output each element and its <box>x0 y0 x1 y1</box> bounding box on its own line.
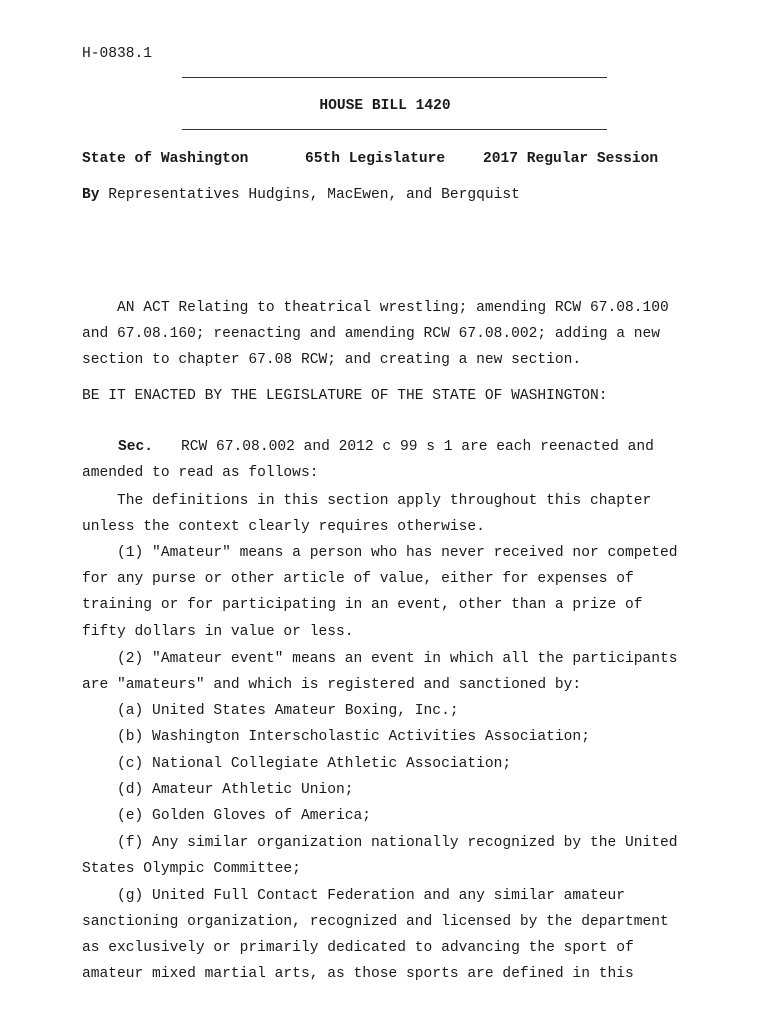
body-line: (b) Washington Interscholastic Activities Association; <box>82 729 590 745</box>
body-line: fifty dollars in value or less. <box>82 624 354 640</box>
section-heading: RCW 67.08.002 and 2012 c 99 s 1 are each reenacted and <box>181 439 654 455</box>
body-line: (g) United Full Contact Federation and any similar amateur <box>82 888 625 904</box>
title-rule-top <box>182 77 607 78</box>
body-line: States Olympic Committee; <box>82 861 301 877</box>
body-line: The definitions in this section apply throughout this chapter <box>82 493 652 509</box>
sponsors-by-label: By <box>82 187 100 203</box>
body-line: unless the context clearly requires otherwise. <box>82 519 485 535</box>
session-state: State of Washington <box>82 151 249 167</box>
body-line: (d) Amateur Athletic Union; <box>82 782 354 798</box>
body-line: (1) "Amateur" means a person who has never received nor competed <box>82 545 678 561</box>
body-line: (e) Golden Gloves of America; <box>82 808 372 824</box>
section-label: Sec. <box>118 439 154 455</box>
body-line: training or for participating in an event, other than a prize of <box>82 597 643 613</box>
title-rule-bottom <box>182 129 607 130</box>
act-line: section to chapter 67.08 RCW; and creating a new section. <box>82 352 582 368</box>
enacting-clause: BE IT ENACTED BY THE LEGISLATURE OF THE STATE OF WASHINGTON: <box>82 388 608 404</box>
act-line: and 67.08.160; reenacting and amending RCW 67.08.002; adding a new <box>82 326 661 342</box>
body-line: (2) "Amateur event" means an event in which all the participants <box>82 651 678 667</box>
body-line: for any purse or other article of value, either for expenses of <box>82 571 634 587</box>
sponsors-names: Representatives Hudgins, MacEwen, and Bergquist <box>108 187 520 203</box>
document-id: H-0838.1 <box>82 46 153 62</box>
body-line: sanctioning organization, recognized and licensed by the department <box>82 914 669 930</box>
body-line: as exclusively or primarily dedicated to advancing the sport of <box>82 940 634 956</box>
session-legislature: 65th Legislature <box>305 151 446 167</box>
body-line: (c) National Collegiate Athletic Association; <box>82 756 512 772</box>
session-name: 2017 Regular Session <box>483 151 659 167</box>
bill-title: HOUSE BILL 1420 <box>319 98 451 114</box>
act-line: AN ACT Relating to theatrical wrestling; amending RCW 67.08.100 <box>82 300 669 316</box>
body-line: (f) Any similar organization nationally recognized by the United <box>82 835 678 851</box>
section-heading-continued: amended to read as follows: <box>82 465 319 481</box>
body-line: (a) United States Amateur Boxing, Inc.; <box>82 703 459 719</box>
body-line: are "amateurs" and which is registered and sanctioned by: <box>82 677 582 693</box>
sponsors <box>82 187 520 203</box>
body-line: amateur mixed martial arts, as those sports are defined in this <box>82 966 634 982</box>
